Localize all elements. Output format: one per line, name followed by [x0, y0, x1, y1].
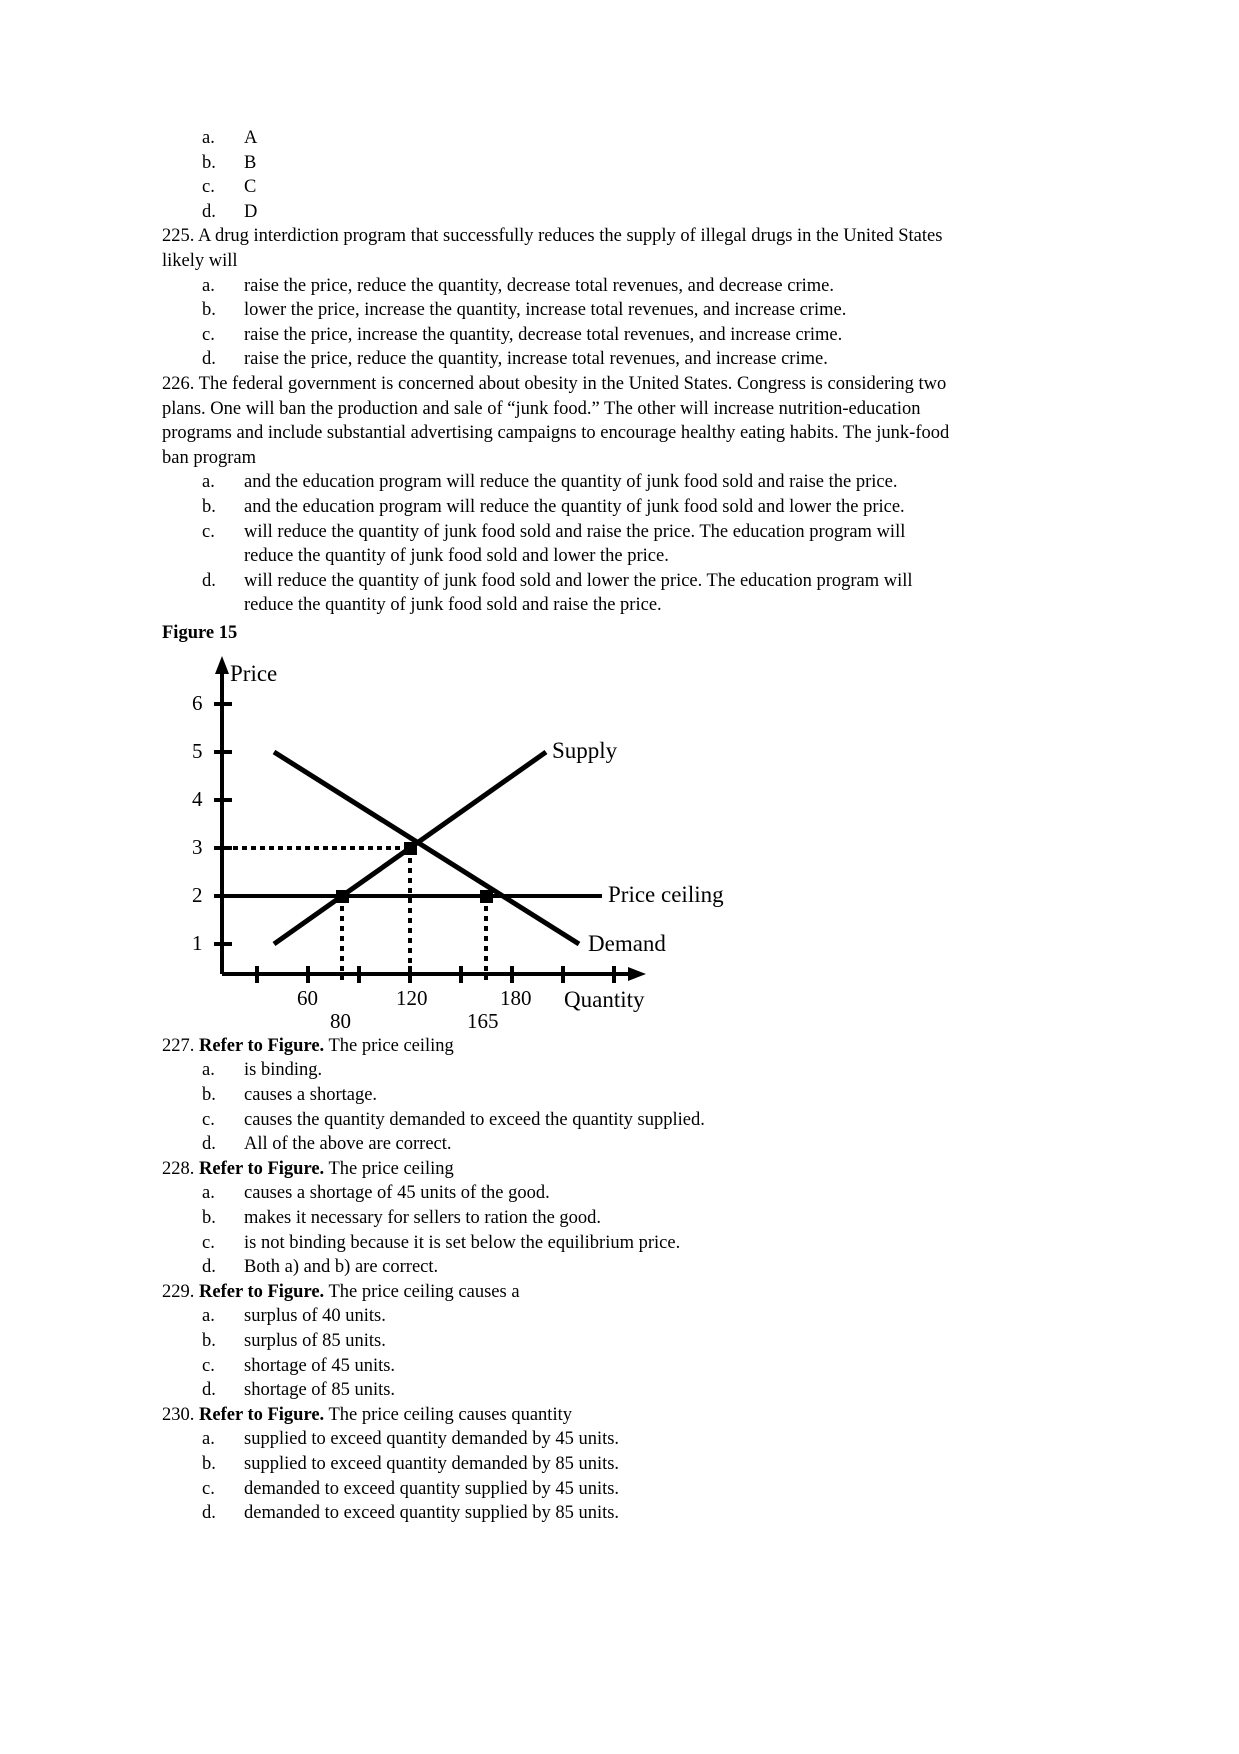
- document-content: [162, 126, 952, 1526]
- supply-curve-label: Supply: [552, 737, 618, 763]
- option-letter: b.: [202, 1453, 216, 1474]
- list-item: [162, 1452, 952, 1477]
- option-letter: a.: [202, 1429, 215, 1450]
- x-tick-label-120: 120: [396, 985, 428, 1010]
- question-stem-bold: Refer to Figure.: [199, 1158, 325, 1179]
- question-number: 230.: [162, 1404, 195, 1425]
- supply-demand-chart: [162, 644, 724, 1034]
- option-letter: c.: [202, 1109, 215, 1130]
- figure-title: Figure 15: [162, 622, 238, 643]
- question-stem-text: The federal government is concerned about obesity in the United States. Congress is considering two plans. One will ban the production and sale of “junk food.” The other will increase nutrition-education programs and include substantial advertising campaigns to encourage healthy eating habits. The junk-food ban program: [162, 373, 950, 468]
- option-text: causes a shortage of 45 units of the good.: [244, 1183, 550, 1204]
- option-text: supplied to exceed quantity demanded by 85 units.: [244, 1453, 620, 1474]
- figure-15: [162, 622, 952, 1034]
- question-226: [162, 372, 952, 618]
- list-item: [162, 1354, 952, 1379]
- option-letter: b.: [202, 300, 216, 321]
- option-letter: c.: [202, 177, 215, 198]
- option-text: shortage of 45 units.: [244, 1355, 396, 1376]
- question-stem-text: The price ceiling: [328, 1035, 454, 1056]
- list-item: [162, 1132, 952, 1157]
- demand-curve-label: Demand: [588, 930, 666, 956]
- price-ceiling-label: Price ceiling: [608, 881, 724, 907]
- point-equilibrium: [404, 842, 417, 855]
- option-text: and the education program will reduce the quantity of junk food sold and lower the price.: [244, 496, 905, 517]
- x-axis-title: Quantity: [564, 986, 645, 1012]
- list-item: [162, 126, 952, 151]
- list-item: [162, 175, 952, 200]
- option-letter: a.: [202, 275, 215, 296]
- y-tick-label-6: 6: [192, 690, 203, 715]
- x-axis: [222, 967, 646, 981]
- option-text: and the education program will reduce the quantity of junk food sold and raise the price.: [244, 472, 898, 493]
- x-tick-label-180: 180: [500, 985, 532, 1010]
- list-item: [162, 1427, 952, 1452]
- option-text: A: [244, 128, 258, 148]
- option-text: B: [244, 152, 257, 173]
- list-item: [162, 1501, 952, 1526]
- option-letter: d.: [202, 1257, 216, 1278]
- option-text: will reduce the quantity of junk food sold and raise the price. The education program will reduce the quantity of junk food sold and lower the price.: [244, 521, 906, 567]
- demand-curve: [274, 752, 579, 944]
- list-item: [162, 1181, 952, 1206]
- option-letter: b.: [202, 1085, 216, 1106]
- option-text: Both a) and b) are correct.: [244, 1257, 439, 1278]
- option-text: raise the price, reduce the quantity, increase total revenues, and increase crime.: [244, 349, 828, 370]
- list-item: [162, 470, 952, 495]
- option-letter: a.: [202, 128, 215, 148]
- list-item: [162, 1108, 952, 1133]
- question-225: [162, 224, 952, 372]
- option-letter: c.: [202, 1478, 215, 1499]
- option-letter: a.: [202, 472, 215, 493]
- option-letter: c.: [202, 521, 215, 542]
- list-item: [162, 1206, 952, 1231]
- option-text: surplus of 40 units.: [244, 1306, 386, 1327]
- question-stem-text: The price ceiling causes quantity: [328, 1404, 572, 1425]
- question-number: 227.: [162, 1035, 195, 1056]
- option-letter: c.: [202, 1232, 215, 1253]
- option-letter: a.: [202, 1060, 215, 1081]
- question-stem-bold: Refer to Figure.: [199, 1281, 325, 1302]
- question-230: [162, 1403, 952, 1526]
- y-tick-label-3: 3: [192, 834, 203, 859]
- option-text: will reduce the quantity of junk food sold and lower the price. The education program will reduce the quantity of junk food sold and raise the price.: [244, 570, 913, 616]
- question-stem: [162, 224, 952, 273]
- list-item: [162, 347, 952, 372]
- question-stem: [162, 372, 952, 470]
- question-stem-text: A drug interdiction program that successfully reduces the supply of illegal drugs in the United States likely will: [162, 226, 943, 271]
- option-letter: d.: [202, 1380, 216, 1401]
- list-item: [162, 1329, 952, 1354]
- list-item: [162, 1083, 952, 1108]
- x-annotation-80: 80: [330, 1008, 351, 1033]
- orphan-option-list: [162, 126, 952, 224]
- chart-svg: [162, 644, 682, 1029]
- option-letter: d.: [202, 1134, 216, 1155]
- list-item: [162, 298, 952, 323]
- question-number: 229.: [162, 1281, 195, 1302]
- option-letter: d.: [202, 570, 216, 591]
- option-text: D: [244, 201, 258, 222]
- option-text: All of the above are correct.: [244, 1134, 452, 1155]
- option-letter: a.: [202, 1183, 215, 1204]
- question-stem-text: The price ceiling causes a: [328, 1281, 520, 1302]
- point-qd-at-ceiling: [480, 890, 493, 903]
- option-letter: b.: [202, 496, 216, 517]
- question-stem: [162, 1280, 952, 1305]
- option-letter: b.: [202, 152, 216, 173]
- question-228: [162, 1157, 952, 1280]
- question-stem: [162, 1403, 952, 1428]
- question-stem: [162, 1157, 952, 1182]
- list-item: [162, 1255, 952, 1280]
- option-letter: d.: [202, 201, 216, 222]
- option-letter: a.: [202, 1306, 215, 1327]
- question-stem-text: The price ceiling: [328, 1158, 454, 1179]
- point-qs-at-ceiling: [336, 890, 349, 903]
- list-item: [162, 569, 952, 618]
- option-text: is binding.: [244, 1060, 323, 1081]
- y-tick-label-4: 4: [192, 786, 203, 811]
- option-text: raise the price, increase the quantity, decrease total revenues, and increase crime.: [244, 324, 843, 345]
- list-item: [162, 520, 952, 569]
- option-text: demanded to exceed quantity supplied by 45 units.: [244, 1478, 620, 1499]
- question-227: [162, 1034, 952, 1157]
- option-text: shortage of 85 units.: [244, 1380, 396, 1401]
- y-axis-title: Price: [230, 660, 278, 686]
- option-letter: b.: [202, 1208, 216, 1229]
- option-text: lower the price, increase the quantity, increase total revenues, and increase crime.: [244, 300, 847, 321]
- list-item: [162, 1378, 952, 1403]
- y-tick-label-1: 1: [192, 930, 203, 955]
- option-letter: b.: [202, 1331, 216, 1351]
- question-number: 226.: [162, 373, 195, 394]
- question-stem-bold: Refer to Figure.: [199, 1035, 325, 1056]
- question-number: 225.: [162, 226, 195, 247]
- list-item: [162, 1231, 952, 1256]
- list-item: [162, 323, 952, 348]
- question-229: [162, 1280, 952, 1403]
- option-letter: c.: [202, 1355, 215, 1376]
- list-item: [162, 1058, 952, 1083]
- option-text: makes it necessary for sellers to ration the good.: [244, 1208, 602, 1229]
- list-item: [162, 495, 952, 520]
- list-item: [162, 151, 952, 176]
- question-number: 228.: [162, 1158, 195, 1179]
- option-text: causes the quantity demanded to exceed the quantity supplied.: [244, 1109, 705, 1130]
- x-annotation-165: 165: [467, 1008, 499, 1033]
- option-text: causes a shortage.: [244, 1085, 378, 1106]
- list-item: [162, 200, 952, 225]
- option-text: C: [244, 177, 257, 198]
- x-tick-label-60: 60: [297, 985, 318, 1010]
- y-tick-label-2: 2: [192, 882, 203, 907]
- option-letter: d.: [202, 349, 216, 370]
- option-text: surplus of 85 units.: [244, 1331, 386, 1351]
- option-text: raise the price, reduce the quantity, decrease total revenues, and decrease crime.: [244, 275, 834, 296]
- option-text: supplied to exceed quantity demanded by 45 units.: [244, 1429, 620, 1450]
- option-text: demanded to exceed quantity supplied by 85 units.: [244, 1503, 620, 1524]
- option-text: is not binding because it is set below the equilibrium price.: [244, 1232, 681, 1253]
- list-item: [162, 1304, 952, 1329]
- question-stem: [162, 1034, 952, 1059]
- list-item: [162, 274, 952, 299]
- option-letter: c.: [202, 324, 215, 345]
- list-item: [162, 1477, 952, 1502]
- y-tick-label-5: 5: [192, 738, 203, 763]
- option-letter: d.: [202, 1503, 216, 1524]
- question-stem-bold: Refer to Figure.: [199, 1404, 325, 1425]
